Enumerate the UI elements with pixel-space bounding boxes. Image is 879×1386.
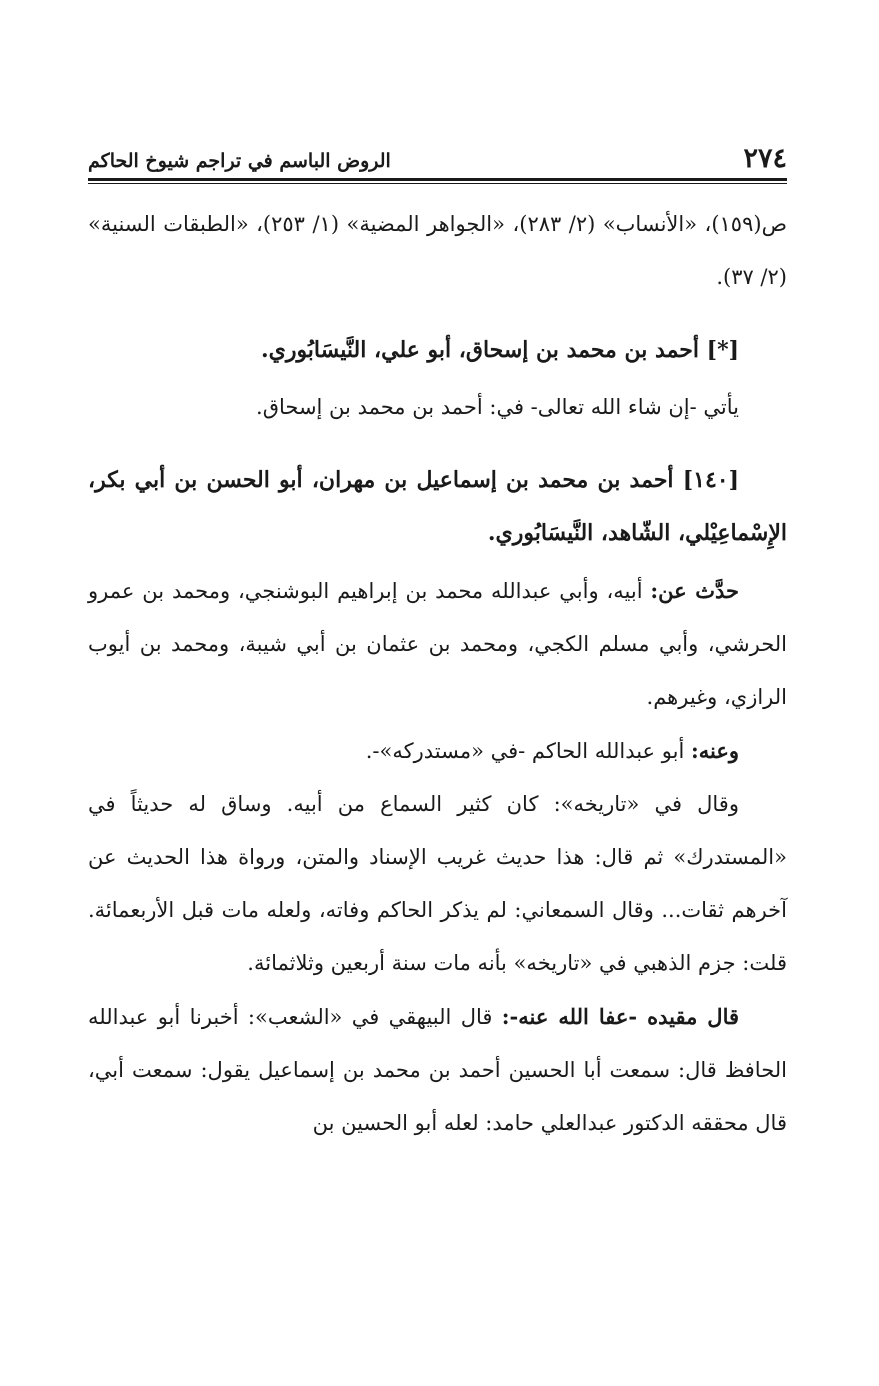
narrators-label: وعنه: bbox=[690, 738, 739, 763]
cross-reference-text: يأتي -إن شاء الله تعالى- في: أحمد بن محمد بن إسحاق. bbox=[256, 395, 739, 419]
page-body bbox=[88, 198, 787, 1150]
entry-heading-140: [١٤٠] أحمد بن محمد بن إسماعيل بن مهران، أبو الحسن بن أبي بكر، الإِسْماعِيْلي، الشّاهد، النَّيسَابُوري. bbox=[88, 467, 787, 546]
header-rule-thick bbox=[88, 178, 787, 181]
entry-heading-cross-ref: [*] أحمد بن محمد بن إسحاق، أبو علي، النَّيسَابُوري. bbox=[260, 337, 739, 363]
narrated-from-paragraph bbox=[88, 564, 787, 724]
sources-continuation: ص(١٥٩)، «الأنساب» (٢/ ٢٨٣)، «الجواهر المضية» (١/ ٢٥٣)، «الطبقات السنية» (٢/ ٣٧). bbox=[88, 212, 787, 289]
editor-note-label: قال مقيده -عفا الله عنه-: bbox=[501, 1004, 740, 1029]
page-header bbox=[88, 138, 787, 174]
editor-note-text: قال البيهقي في «الشعب»: أخبرنا أبو عبدالله الحافظ قال: سمعت أبا الحسين أحمد بن محمد بن إسماعيل يقول: سمعت أبي، قال محققه الدكتور عبدالعلي حامد: لعله أبو الحسين بن bbox=[88, 1005, 787, 1135]
running-title: الروض الباسم في تراجم شيوخ الحاكم bbox=[88, 150, 391, 172]
narrated-from-label: حدَّث عن: bbox=[650, 578, 739, 603]
narrators-text: أبو عبدالله الحاكم -في «مستدركه»-. bbox=[365, 739, 691, 763]
page-number: ٢٧٤ bbox=[743, 143, 787, 174]
editor-note-paragraph bbox=[88, 990, 787, 1150]
narrators-paragraph bbox=[88, 724, 787, 778]
header-rule-thin bbox=[88, 183, 787, 184]
narrated-from-text: أبيه، وأبي عبدالله محمد بن إبراهيم البوشنجي، ومحمد بن عمرو الحرشي، وأبي مسلم الكجي، ومحمد بن عثمان بن أبي شيبة، ومحمد بن أيوب الرازي، وغيرهم. bbox=[88, 579, 787, 709]
history-paragraph: وقال في «تاريخه»: كان كثير السماع من أبيه. وساق له حديثاً في «المستدرك» ثم قال: هذا حديث غريب الإسناد والمتن، ورواة هذا الحديث عن آخرهم ثقات... وقال السمعاني: لم يذكر الحاكم وفاته، ولعله مات قبل الأربعمائة. قلت: جزم الذهبي في «تاريخه» بأنه مات سنة أربعين وثلاثمائة. bbox=[88, 792, 787, 975]
